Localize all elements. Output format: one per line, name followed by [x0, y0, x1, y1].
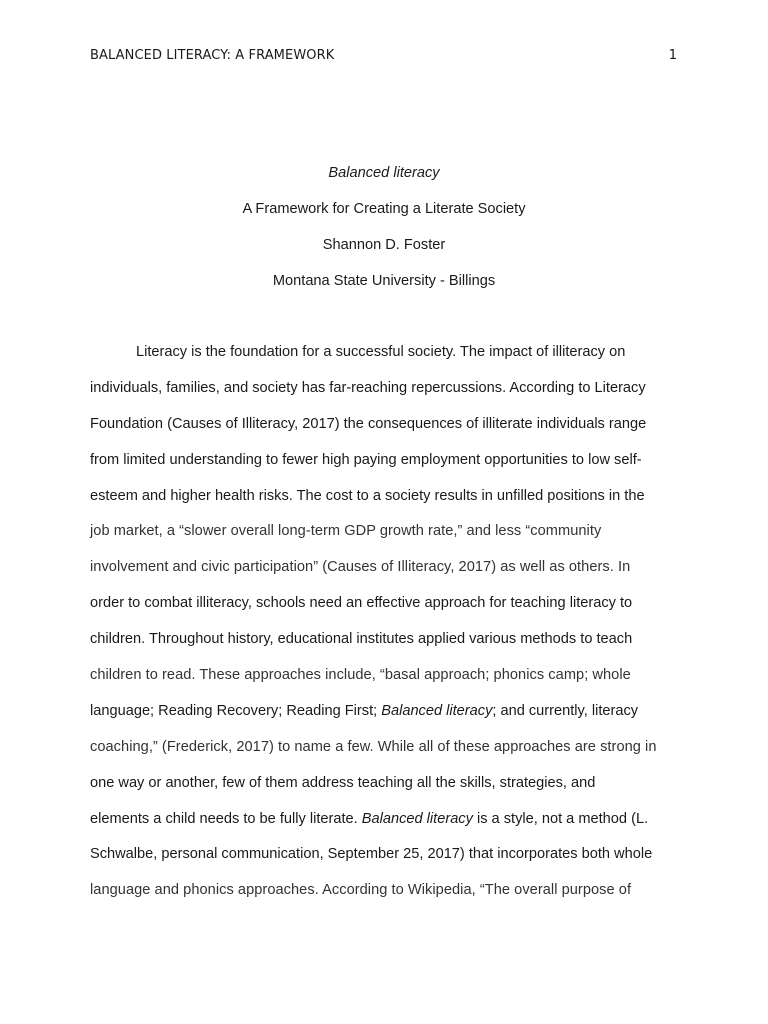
running-head: BALANCED LITERACY: A FRAMEWORK: [90, 48, 335, 63]
body-line-text: ; and currently, literacy: [492, 702, 639, 719]
author-affiliation: Montana State University - Billings: [272, 273, 496, 289]
body-line-text: is a style, not a method (L.: [472, 810, 649, 827]
body-line: Schwalbe, personal communication, September 25, 2017) that incorporates both whole: [90, 846, 653, 863]
body-line-text: elements a child needs to be fully literate.: [90, 810, 362, 827]
body-paragraph: [90, 339, 680, 913]
body-line: individuals, families, and society has far-reaching repercussions. According to Literacy: [90, 379, 646, 396]
paper-subtitle: A Framework for Creating a Literate Society: [242, 201, 526, 217]
body-line: children to read. These approaches include, “basal approach; phonics camp; whole: [90, 667, 631, 684]
page-number: 1: [668, 48, 677, 63]
body-line: [90, 698, 680, 734]
body-line: from limited understanding to fewer high paying employment opportunities to low self-: [90, 451, 642, 468]
body-line: coaching,” (Frederick, 2017) to name a few. While all of these approaches are strong in: [90, 738, 657, 755]
body-line: order to combat illiteracy, schools need an effective approach for teaching literacy to: [90, 595, 633, 612]
body-line: [90, 806, 680, 842]
body-line: involvement and civic participation” (Causes of Illiteracy, 2017) as well as others. In: [90, 559, 631, 576]
author-name: Shannon D. Foster: [322, 237, 446, 253]
body-line-emphasis: Balanced literacy: [361, 810, 473, 827]
paper-title: Balanced literacy: [328, 165, 440, 181]
body-line: one way or another, few of them address teaching all the skills, strategies, and: [90, 774, 596, 791]
body-line-emphasis: Balanced literacy: [381, 702, 493, 719]
body-line: esteem and higher health risks. The cost to a society results in unfilled positions in the: [90, 487, 645, 504]
body-line: language and phonics approaches. According to Wikipedia, “The overall purpose of: [90, 882, 632, 899]
body-line: Literacy is the foundation for a successful society. The impact of illiteracy on: [136, 344, 626, 360]
body-line-text: language; Reading Recovery; Reading First;: [90, 702, 382, 719]
body-line: Foundation (Causes of Illiteracy, 2017) the consequences of illiterate individuals range: [90, 415, 647, 432]
title-block: [90, 161, 678, 305]
body-line: job market, a “slower overall long-term GDP growth rate,” and less “community: [90, 523, 602, 540]
body-line: children. Throughout history, educational institutes applied various methods to teach: [90, 631, 633, 648]
